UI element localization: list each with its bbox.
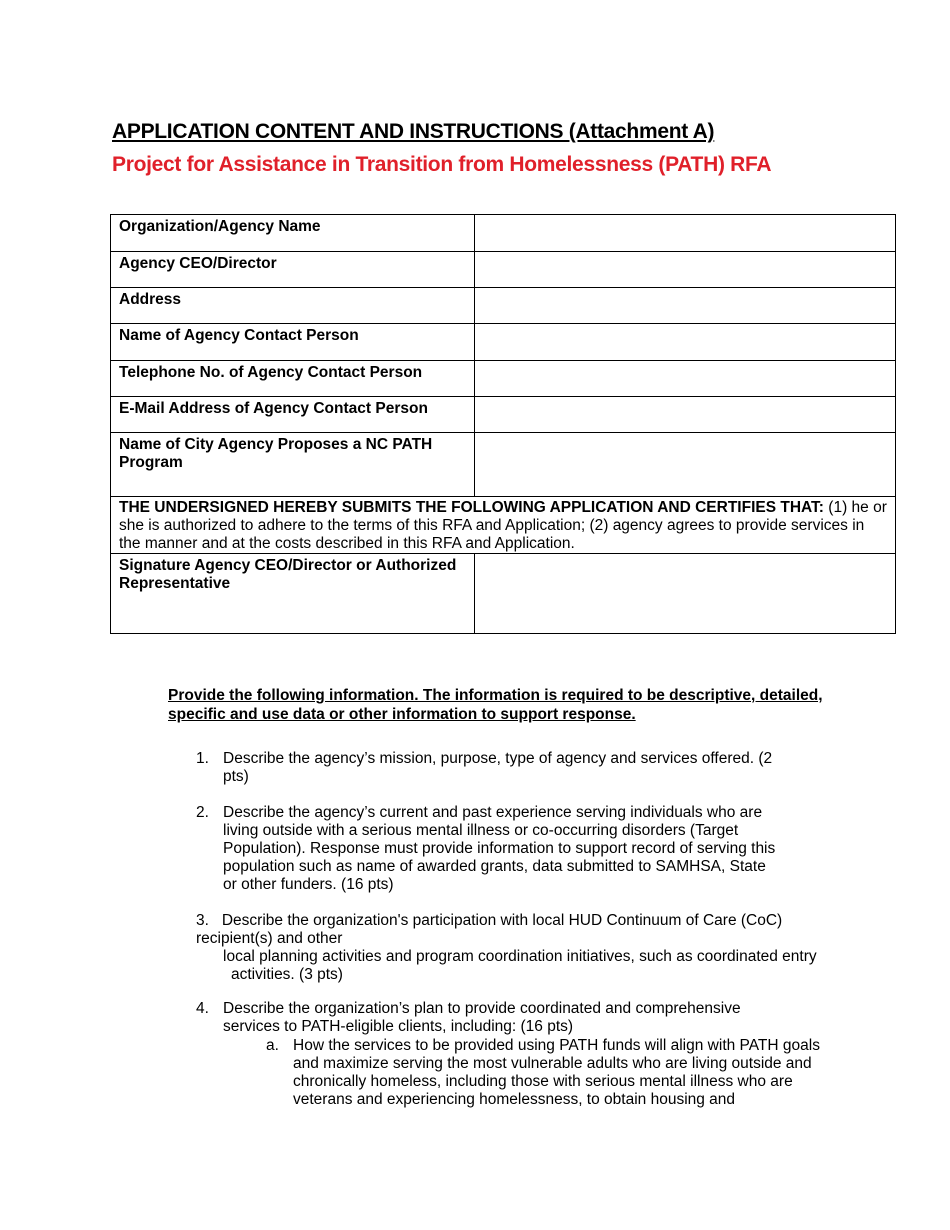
form-row [111,433,896,497]
field-value-ceo[interactable] [475,252,896,288]
field-label: Agency CEO/Director [111,252,475,288]
form-row [111,288,896,324]
certification-text: (1) he or she is authorized to adhere to the terms of this RFA and Application; (2) agency agrees to provide services in the manner and at the costs described in this RFA and Application. [119,499,887,552]
form-row [111,252,896,288]
field-label: Name of Agency Contact Person [111,324,475,361]
question-text: activities. (3 pts) [231,966,343,983]
form-row [111,324,896,361]
question-item [196,750,786,786]
field-label: Name of City Agency Proposes a NC PATH Program [111,433,475,497]
certification-heading: THE UNDERSIGNED HEREBY SUBMITS THE FOLLOWING APPLICATION AND CERTIFIES THAT: [119,499,824,516]
form-row [111,397,896,433]
question-number: 1. [196,750,209,767]
field-label: Address [111,288,475,324]
signature-field[interactable] [475,554,896,634]
subitem-text: How the services to be provided using PATH funds will align with PATH goals and maximize serving the most vulnerable adults who are living outside and chronically homeless, including those with serious mental illness who are veterans and experiencing homelessness, to obtain housing and [293,1037,820,1108]
document-subtitle: Project for Assistance in Transition from Homelessness (PATH) RFA [112,153,772,176]
question-item [196,912,846,984]
question-text: Describe the organization's participation with local HUD Continuum of Care (CoC) [221,912,783,929]
question-number: 3. [196,912,209,929]
question-text: recipient(s) and other [196,930,343,947]
question-text: local planning activities and program coordination initiatives, such as coordinated entry [223,948,817,965]
form-row [111,361,896,397]
subitem-letter: a. [266,1037,279,1054]
question-number: 4. [196,1000,209,1017]
field-label: E-Mail Address of Agency Contact Person [111,397,475,433]
question-text: Describe the agency’s current and past experience serving individuals who are living outside with a serious mental illness or co-occurring disorders (Target Population). Response must provide information to support record of serving this population such as name of awarded grants, data submitted to SAMHSA, State or other funders. (16 pts) [223,804,776,893]
form-row [111,215,896,252]
field-value-email[interactable] [475,397,896,433]
field-label: Telephone No. of Agency Contact Person [111,361,475,397]
signature-row [111,554,896,634]
certification-statement [111,497,896,554]
question-item [196,804,776,894]
question-text: Describe the agency’s mission, purpose, type of agency and services offered. (2 pts) [223,750,773,785]
field-value-organization[interactable] [475,215,896,252]
signature-label: Signature Agency CEO/Director or Authorized Representative [111,554,475,634]
field-label: Organization/Agency Name [111,215,475,252]
field-value-address[interactable] [475,288,896,324]
question-number: 2. [196,804,209,821]
application-form-table [110,214,896,634]
subitem [266,1037,846,1109]
field-value-contact-name[interactable] [475,324,896,361]
instructions-heading: Provide the following information. The information is required to be descriptive, detailed, specific and use data or other information to support response. [168,687,823,723]
field-value-telephone[interactable] [475,361,896,397]
question-item [196,1000,766,1036]
field-value-city[interactable] [475,433,896,497]
certification-row [111,497,896,554]
question-text: Describe the organization’s plan to provide coordinated and comprehensive services to PATH-eligible clients, including: (16 pts) [223,1000,741,1035]
document-title: APPLICATION CONTENT AND INSTRUCTIONS (Attachment A) [112,120,715,143]
